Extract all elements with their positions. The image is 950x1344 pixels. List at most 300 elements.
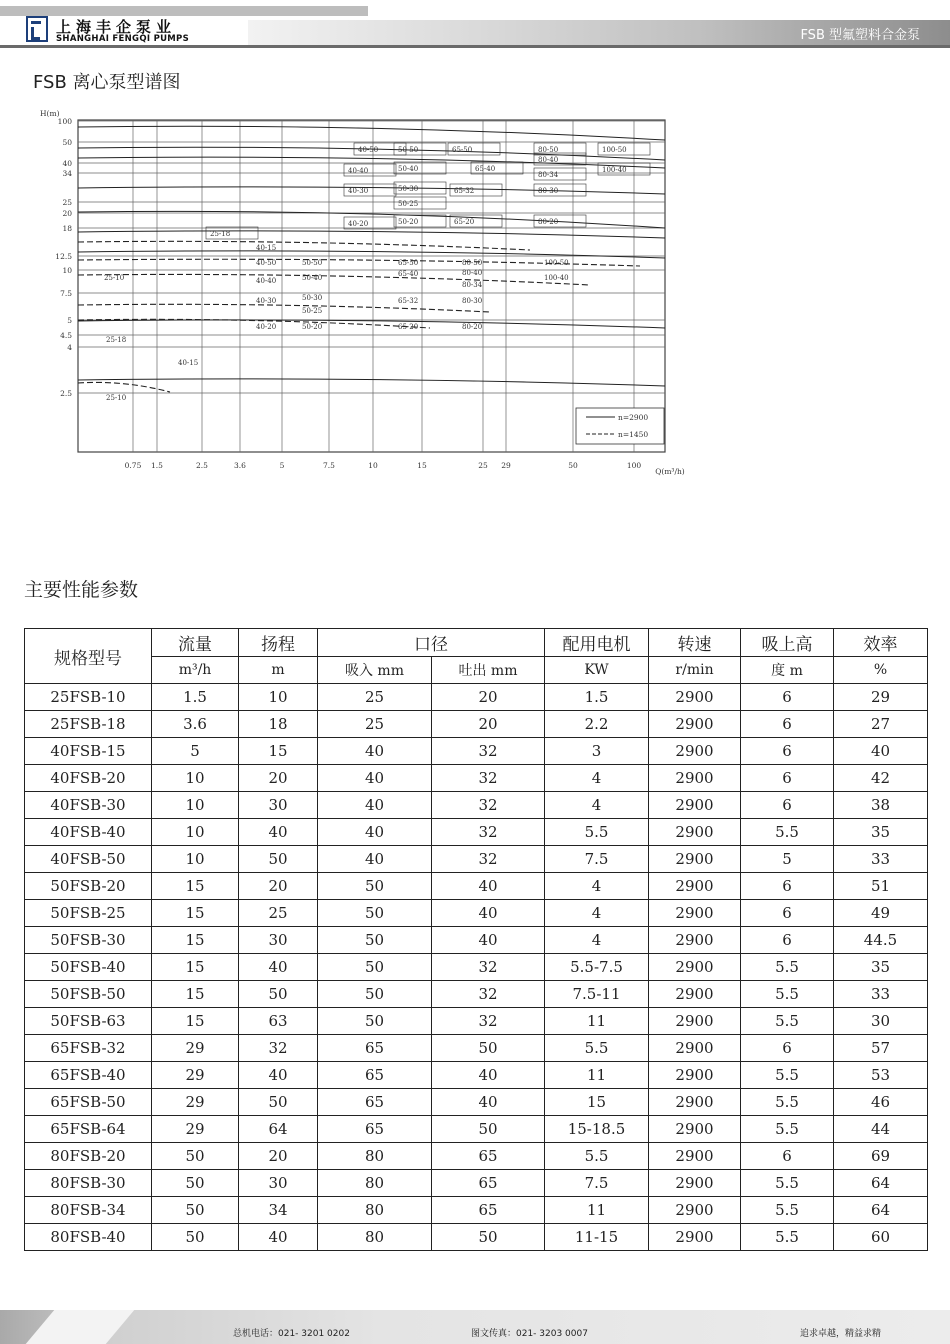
table-cell: 40 [239, 954, 318, 981]
table-cell: 40FSB-15 [25, 738, 152, 765]
table-header-row [25, 629, 928, 657]
table-cell: 2900 [649, 792, 741, 819]
table-cell: 10 [152, 846, 239, 873]
table-cell: 50FSB-20 [25, 873, 152, 900]
region-label-2900: 50-30 [398, 185, 419, 193]
y-tick-label: 2.5 [60, 389, 72, 398]
x-axis-label: Q(m³/h) [655, 467, 685, 476]
table-cell: 20 [432, 711, 545, 738]
table-cell: 3.6 [152, 711, 239, 738]
curve-2900 [78, 126, 665, 140]
region-label-2900: 40-30 [348, 187, 369, 195]
table-cell: 65 [318, 1116, 432, 1143]
table-row [25, 900, 928, 927]
col-flow-unit: m³/h [152, 657, 239, 684]
table-cell: 35 [834, 954, 928, 981]
table-cell: 50 [432, 1116, 545, 1143]
legend-label-1450: n=1450 [618, 430, 649, 439]
table-cell: 10 [239, 684, 318, 711]
table-cell: 2900 [649, 1062, 741, 1089]
table-row [25, 765, 928, 792]
curve-2900 [78, 251, 665, 258]
table-cell: 65 [432, 1197, 545, 1224]
table-cell: 5.5 [741, 1197, 834, 1224]
region-label-1450: 50-25 [302, 307, 323, 315]
region-label-1450: 25-10 [106, 394, 127, 402]
table-cell: 4 [545, 900, 649, 927]
region-label-1450: 40-40 [256, 277, 277, 285]
table-cell: 15 [152, 900, 239, 927]
table-cell: 34 [239, 1197, 318, 1224]
table-cell: 4 [545, 792, 649, 819]
curve-1450 [78, 382, 170, 392]
table-cell: 40 [318, 819, 432, 846]
region-label-1450: 80-50 [462, 259, 483, 267]
table-cell: 5 [152, 738, 239, 765]
col-eff-header: 效率 [834, 629, 928, 657]
table-cell: 5.5 [741, 1224, 834, 1251]
table-cell: 64 [834, 1170, 928, 1197]
region-label-1450: 50-30 [302, 294, 323, 302]
table-cell: 11 [545, 1008, 649, 1035]
table-cell: 40 [239, 1224, 318, 1251]
table-cell: 15 [152, 981, 239, 1008]
table-cell: 44 [834, 1116, 928, 1143]
table-cell: 2900 [649, 954, 741, 981]
chart-frame [78, 120, 665, 452]
table-cell: 40 [318, 738, 432, 765]
col-speed-header: 转速 [649, 629, 741, 657]
table-cell: 40 [834, 738, 928, 765]
table-cell: 2900 [649, 846, 741, 873]
region-label-1450: 100-40 [544, 274, 569, 282]
table-cell: 65FSB-32 [25, 1035, 152, 1062]
table-cell: 2900 [649, 1116, 741, 1143]
table-cell: 65FSB-40 [25, 1062, 152, 1089]
region-label-1450: 25-18 [106, 336, 127, 344]
table-cell: 50FSB-50 [25, 981, 152, 1008]
region-label-2900: 80-34 [538, 171, 559, 179]
table-row [25, 1170, 928, 1197]
table-cell: 20 [239, 1143, 318, 1170]
x-tick-label: 15 [417, 461, 427, 470]
table-cell: 2900 [649, 1224, 741, 1251]
table-cell: 65 [318, 1062, 432, 1089]
y-axis-label: H(m) [40, 109, 60, 118]
y-tick-label: 10 [62, 266, 72, 275]
region-label-2900: 50-40 [398, 165, 419, 173]
table-cell: 65FSB-64 [25, 1116, 152, 1143]
footer-phone: 总机电话：021- 3201 0202 [233, 1329, 350, 1339]
table-cell: 50 [239, 981, 318, 1008]
region-label-2900: 65-40 [475, 165, 496, 173]
table-cell: 50 [152, 1197, 239, 1224]
x-tick-label: 50 [568, 461, 578, 470]
table-cell: 4 [545, 927, 649, 954]
x-tick-label: 0.75 [124, 461, 142, 470]
table-cell: 80FSB-40 [25, 1224, 152, 1251]
table-row [25, 738, 928, 765]
table-cell: 64 [834, 1197, 928, 1224]
table-row [25, 1008, 928, 1035]
curve-2900 [78, 231, 665, 238]
header-rule [0, 45, 950, 48]
table-cell: 29 [152, 1035, 239, 1062]
table-cell: 65 [318, 1035, 432, 1062]
table-cell: 50 [239, 846, 318, 873]
table-cell: 80FSB-30 [25, 1170, 152, 1197]
table-cell: 32 [432, 954, 545, 981]
table-cell: 15 [545, 1089, 649, 1116]
region-label-2900: 65-20 [454, 218, 475, 226]
table-cell: 40 [432, 873, 545, 900]
table-cell: 50FSB-63 [25, 1008, 152, 1035]
region-label-1450: 40-30 [256, 297, 277, 305]
table-cell: 6 [741, 900, 834, 927]
col-motor-header: 配用电机 [545, 629, 649, 657]
table-cell: 11-15 [545, 1224, 649, 1251]
table-cell: 6 [741, 1143, 834, 1170]
table-cell: 50 [318, 927, 432, 954]
page-footer [0, 1310, 950, 1344]
col-suction-unit: 度 m [741, 657, 834, 684]
curve-2900 [78, 157, 665, 168]
table-cell: 5.5 [741, 954, 834, 981]
table-cell: 50 [152, 1224, 239, 1251]
table-cell: 29 [834, 684, 928, 711]
region-label-2900: 50-20 [398, 218, 419, 226]
table-cell: 6 [741, 711, 834, 738]
table-row [25, 981, 928, 1008]
y-tick-label: 25 [62, 198, 72, 207]
table-row [25, 684, 928, 711]
table-cell: 20 [432, 684, 545, 711]
y-tick-label: 100 [57, 117, 72, 126]
region-label-1450: 65-20 [398, 323, 419, 331]
table-row [25, 927, 928, 954]
table-cell: 65 [432, 1143, 545, 1170]
table-cell: 1.5 [545, 684, 649, 711]
table-cell: 30 [834, 1008, 928, 1035]
table-cell: 65 [432, 1170, 545, 1197]
table-cell: 32 [432, 765, 545, 792]
table-cell: 33 [834, 981, 928, 1008]
table-cell: 30 [239, 1170, 318, 1197]
table-cell: 40 [239, 819, 318, 846]
x-tick-label: 5 [279, 461, 285, 470]
table-cell: 50 [318, 873, 432, 900]
x-tick-label: 100 [626, 461, 642, 470]
performance-table [24, 628, 928, 1251]
table-cell: 2900 [649, 711, 741, 738]
table-cell: 40 [318, 792, 432, 819]
table-cell: 40 [318, 765, 432, 792]
col-motor-unit: KW [545, 657, 649, 684]
curve-1450 [78, 274, 590, 285]
col-head-unit: m [239, 657, 318, 684]
table-cell: 6 [741, 765, 834, 792]
table-cell: 40 [432, 927, 545, 954]
region-label-2900: 100-50 [602, 146, 627, 154]
table-cell: 32 [432, 819, 545, 846]
region-label-2900: 65-50 [452, 146, 473, 154]
header-top-bar [0, 6, 368, 16]
table-cell: 2900 [649, 1035, 741, 1062]
table-cell: 32 [239, 1035, 318, 1062]
table-row [25, 846, 928, 873]
table-row [25, 1062, 928, 1089]
table-cell: 2900 [649, 738, 741, 765]
table-cell: 6 [741, 1035, 834, 1062]
region-label-2900: 100-40 [602, 166, 627, 174]
y-tick-label: 4.5 [60, 331, 72, 340]
y-tick-label: 20 [62, 209, 72, 218]
table-cell: 10 [152, 792, 239, 819]
table-cell: 5.5 [741, 1008, 834, 1035]
table-row [25, 873, 928, 900]
table-cell: 40 [239, 1062, 318, 1089]
col-flow-header: 流量 [152, 629, 239, 657]
table-cell: 80 [318, 1170, 432, 1197]
table-cell: 50 [432, 1224, 545, 1251]
table-cell: 29 [152, 1089, 239, 1116]
table-cell: 2900 [649, 1197, 741, 1224]
table-cell: 60 [834, 1224, 928, 1251]
table-cell: 2900 [649, 927, 741, 954]
table-cell: 6 [741, 792, 834, 819]
page-header [0, 0, 950, 50]
table-cell: 7.5 [545, 1170, 649, 1197]
y-tick-label: 40 [62, 159, 72, 168]
footer-fax: 图文传真：021- 3203 0007 [471, 1329, 588, 1339]
region-label-1450: 40-50 [256, 259, 277, 267]
region-label-2900: 50-50 [398, 146, 419, 154]
region-label-1450: 100-50 [544, 259, 569, 267]
table-row [25, 1143, 928, 1170]
col-speed-unit: r/min [649, 657, 741, 684]
table-cell: 10 [152, 765, 239, 792]
company-name-en: SHANGHAI FENGQI PUMPS [56, 34, 190, 44]
table-cell: 2900 [649, 1089, 741, 1116]
table-cell: 2900 [649, 900, 741, 927]
table-cell: 30 [239, 792, 318, 819]
table-cell: 6 [741, 927, 834, 954]
region-label-1450: 80-20 [462, 323, 483, 331]
x-tick-label: 25 [478, 461, 488, 470]
region-label-2900: 80-40 [538, 156, 559, 164]
y-tick-label: 18 [62, 224, 72, 233]
table-cell: 25 [239, 900, 318, 927]
table-cell: 15 [152, 954, 239, 981]
params-section-title: 主要性能参数 [24, 579, 139, 601]
company-logo-icon [26, 16, 48, 42]
table-cell: 30 [239, 927, 318, 954]
region-label-1450: 40-20 [256, 323, 277, 331]
table-cell: 40 [432, 1062, 545, 1089]
table-cell: 5.5 [741, 1116, 834, 1143]
y-tick-label: 4 [67, 343, 72, 352]
table-cell: 44.5 [834, 927, 928, 954]
region-label-1450: 65-50 [398, 259, 419, 267]
col-port-header: 口径 [318, 629, 545, 657]
table-row [25, 819, 928, 846]
col-port-out: 吐出 mm [432, 657, 545, 684]
table-cell: 15 [152, 927, 239, 954]
table-cell: 40 [432, 900, 545, 927]
table-cell: 2900 [649, 1008, 741, 1035]
table-cell: 1.5 [152, 684, 239, 711]
table-cell: 40FSB-20 [25, 765, 152, 792]
region-label-2900: 80-20 [538, 218, 559, 226]
region-label-1450: 50-50 [302, 259, 323, 267]
table-cell: 50 [239, 1089, 318, 1116]
table-cell: 5.5 [545, 1035, 649, 1062]
table-cell: 29 [152, 1116, 239, 1143]
table-cell: 80 [318, 1224, 432, 1251]
table-cell: 65FSB-50 [25, 1089, 152, 1116]
table-cell: 50 [318, 1008, 432, 1035]
table-row [25, 1089, 928, 1116]
table-cell: 6 [741, 873, 834, 900]
table-cell: 25FSB-10 [25, 684, 152, 711]
table-cell: 40 [318, 846, 432, 873]
col-model-header: 规格型号 [25, 629, 152, 684]
table-cell: 15 [239, 738, 318, 765]
table-row [25, 1116, 928, 1143]
table-cell: 18 [239, 711, 318, 738]
region-label-1450: 40-15 [178, 359, 199, 367]
table-cell: 5.5 [741, 981, 834, 1008]
table-cell: 33 [834, 846, 928, 873]
table-cell: 69 [834, 1143, 928, 1170]
table-cell: 50 [318, 981, 432, 1008]
table-cell: 42 [834, 765, 928, 792]
table-cell: 6 [741, 738, 834, 765]
table-cell: 2900 [649, 1170, 741, 1197]
table-cell: 40FSB-40 [25, 819, 152, 846]
curve-1450 [78, 241, 530, 250]
table-cell: 6 [741, 684, 834, 711]
table-cell: 5.5 [545, 819, 649, 846]
y-tick-label: 12.5 [55, 252, 72, 261]
table-cell: 5.5-7.5 [545, 954, 649, 981]
col-head-header: 扬程 [239, 629, 318, 657]
table-cell: 65 [318, 1089, 432, 1116]
curve-1450 [78, 304, 490, 312]
table-cell: 7.5-11 [545, 981, 649, 1008]
region-label-2900: 40-50 [358, 146, 379, 154]
table-cell: 25 [318, 711, 432, 738]
product-title: FSB 型氟塑料合金泵 [800, 28, 920, 43]
table-cell: 15 [152, 873, 239, 900]
table-cell: 38 [834, 792, 928, 819]
table-cell: 2.2 [545, 711, 649, 738]
table-cell: 5 [741, 846, 834, 873]
x-tick-label: 29 [501, 461, 511, 470]
table-cell: 15-18.5 [545, 1116, 649, 1143]
table-cell: 11 [545, 1197, 649, 1224]
curve-2900 [78, 320, 665, 328]
table-cell: 25FSB-18 [25, 711, 152, 738]
region-label-2900: 40-20 [348, 220, 369, 228]
table-cell: 64 [239, 1116, 318, 1143]
table-cell: 5.5 [741, 1062, 834, 1089]
legend-label-2900: n=2900 [618, 413, 649, 422]
table-cell: 50FSB-40 [25, 954, 152, 981]
table-cell: 50 [318, 900, 432, 927]
table-cell: 2900 [649, 873, 741, 900]
x-tick-label: 10 [368, 461, 378, 470]
y-tick-label: 34 [62, 169, 72, 178]
table-cell: 3 [545, 738, 649, 765]
table-cell: 50FSB-30 [25, 927, 152, 954]
x-tick-label: 2.5 [196, 461, 208, 470]
curve-2900 [78, 187, 665, 194]
region-label-1450: 65-40 [398, 270, 419, 278]
table-cell: 2900 [649, 819, 741, 846]
region-label-1450: 65-32 [398, 297, 419, 305]
table-cell: 80FSB-20 [25, 1143, 152, 1170]
table-cell: 25 [318, 684, 432, 711]
table-cell: 50 [152, 1170, 239, 1197]
table-cell: 63 [239, 1008, 318, 1035]
table-row [25, 792, 928, 819]
table-cell: 35 [834, 819, 928, 846]
table-cell: 49 [834, 900, 928, 927]
region-label-2900: 50-25 [398, 200, 419, 208]
table-row [25, 954, 928, 981]
region-label-2900: 80-50 [538, 146, 559, 154]
region-label-1450: 80-30 [462, 297, 483, 305]
y-tick-label: 7.5 [60, 289, 72, 298]
table-cell: 80 [318, 1197, 432, 1224]
table-cell: 32 [432, 981, 545, 1008]
table-cell: 2900 [649, 981, 741, 1008]
table-cell: 2900 [649, 1143, 741, 1170]
table-cell: 20 [239, 873, 318, 900]
table-cell: 10 [152, 819, 239, 846]
region-label-1450: 80-34 [462, 281, 483, 289]
region-label-2900: 65-32 [454, 187, 475, 195]
x-tick-label: 3.6 [234, 461, 246, 470]
table-cell: 40 [432, 1089, 545, 1116]
pump-performance-chart [30, 100, 685, 485]
table-cell: 5.5 [741, 1089, 834, 1116]
table-cell: 57 [834, 1035, 928, 1062]
table-cell: 15 [152, 1008, 239, 1035]
company-name-cn: 上海丰企泵业 [56, 18, 177, 36]
table-cell: 11 [545, 1062, 649, 1089]
table-cell: 5.5 [545, 1143, 649, 1170]
table-cell: 4 [545, 873, 649, 900]
table-cell: 50 [318, 954, 432, 981]
table-cell: 40FSB-50 [25, 846, 152, 873]
col-eff-unit: % [834, 657, 928, 684]
y-tick-label: 5 [67, 316, 72, 325]
table-cell: 51 [834, 873, 928, 900]
table-row [25, 1224, 928, 1251]
table-cell: 27 [834, 711, 928, 738]
region-label-1450: 80-40 [462, 269, 483, 277]
region-label-1450: 25-10 [104, 274, 125, 282]
y-tick-label: 50 [62, 138, 72, 147]
footer-slogan: 追求卓越，精益求精 [800, 1329, 882, 1339]
table-cell: 2900 [649, 684, 741, 711]
curve-2900 [78, 211, 665, 228]
x-tick-label: 1.5 [151, 461, 163, 470]
table-row [25, 1035, 928, 1062]
col-suction-header: 吸上高 [741, 629, 834, 657]
